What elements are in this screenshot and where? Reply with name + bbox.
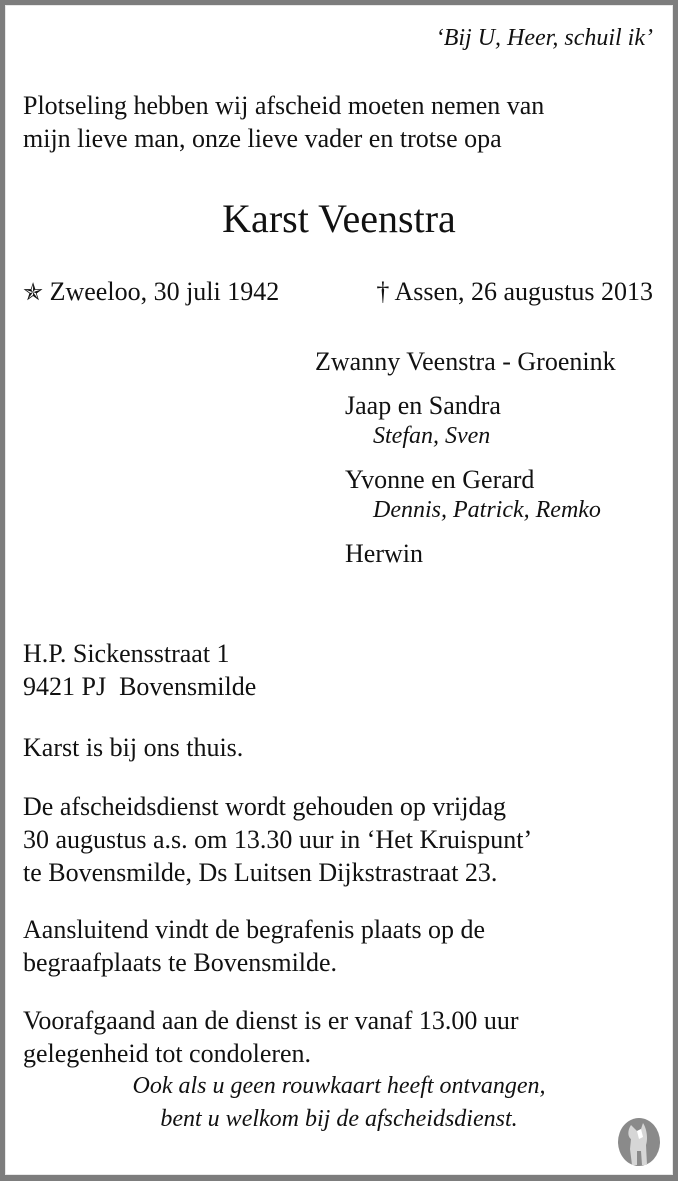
death-info (376, 277, 653, 307)
paragraph-line: te Bovensmilde, Ds Luitsen Dijkstrastraat 23. (23, 858, 498, 887)
deceased-name: Karst Veenstra (222, 196, 456, 241)
paragraph-service (23, 790, 532, 889)
intro-line: Plotseling hebben wij afscheid moeten nemen van (23, 91, 545, 120)
motto: ‘Bij U, Heer, schuil ik’ (435, 25, 653, 51)
family-list (315, 347, 616, 569)
paragraph-condolence (23, 1004, 519, 1070)
child-name: Yvonne en Gerard (345, 465, 535, 494)
cross-icon: † (376, 277, 390, 306)
birth-info (23, 277, 279, 307)
child-name: Jaap en Sandra (345, 391, 501, 420)
closing-line: bent u welkom bij de afscheidsdienst. (160, 1106, 518, 1132)
address-city: 9421 PJ Bovensmilde (23, 672, 257, 701)
address-street: H.P. Sickensstraat 1 (23, 639, 230, 668)
address (23, 637, 256, 703)
paragraph-line: Karst is bij ons thuis. (23, 733, 244, 762)
paragraph-line: gelegenheid tot condoleren. (23, 1039, 312, 1068)
intro-line: mijn lieve man, onze lieve vader en trotse opa (23, 124, 502, 153)
spouse-name: Zwanny Veenstra - Groenink (315, 347, 616, 376)
child-name: Herwin (345, 539, 423, 568)
paragraph-line: De afscheidsdienst wordt gehouden op vrijdag (23, 792, 507, 821)
paragraph-line: Voorafgaand aan de dienst is er vanaf 13.00 uur (23, 1006, 519, 1035)
paragraph-line: begraafplaats te Bovensmilde. (23, 948, 338, 977)
grandchildren-names: Dennis, Patrick, Remko (373, 497, 601, 523)
paragraph-location (23, 731, 243, 764)
closing-text (5, 1070, 673, 1136)
star-icon: ✯ (23, 280, 44, 306)
embracing-figures-logo-icon (615, 1115, 663, 1167)
death-text: Assen, 26 augustus 2013 (394, 277, 653, 306)
paragraph-burial (23, 913, 485, 979)
intro-text (23, 89, 544, 155)
paragraph-line: 30 augustus a.s. om 13.30 uur in ‘Het Kruispunt’ (23, 825, 533, 854)
grandchildren-names: Stefan, Sven (373, 423, 491, 449)
closing-line: Ook als u geen rouwkaart heeft ontvangen, (132, 1073, 546, 1099)
birth-text: Zweeloo, 30 juli 1942 (49, 277, 280, 306)
obituary-notice (5, 5, 673, 1175)
paragraph-line: Aansluitend vindt de begrafenis plaats op de (23, 915, 486, 944)
